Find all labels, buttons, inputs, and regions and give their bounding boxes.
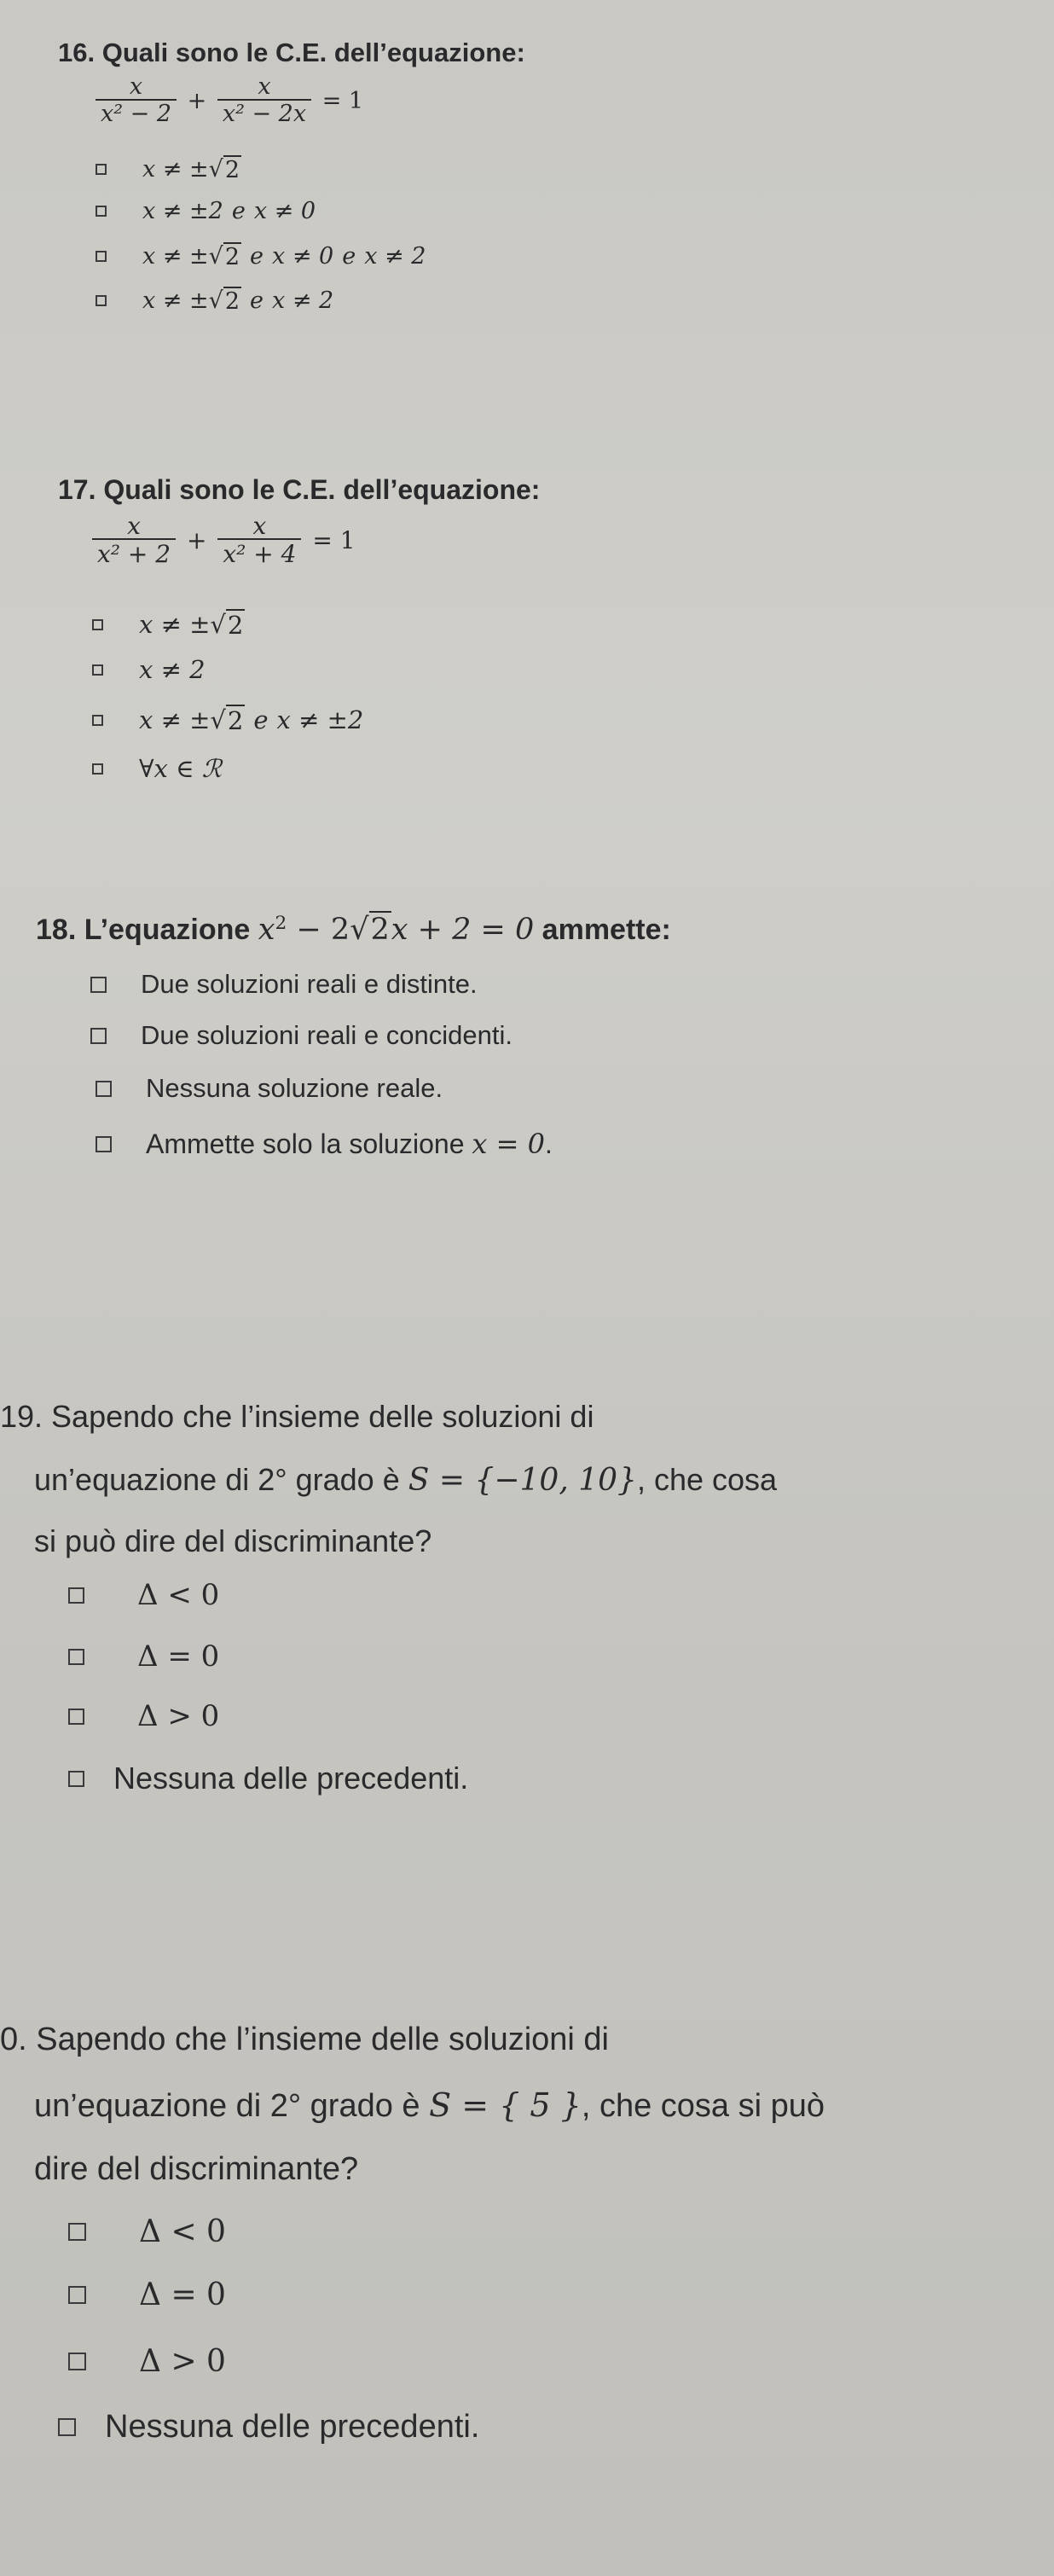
question-16-option-3[interactable]: x ≠ ± √ 2 e x ≠ 0 e x ≠ 2 [96, 242, 426, 270]
question-18-title: 18. L’equazione $x^2 - 2√2x + 2 = 0$ ammette: [36, 913, 671, 947]
checkbox[interactable] [96, 1136, 112, 1152]
question-19-option-1[interactable]: Δ < 0 [68, 1578, 219, 1612]
checkbox[interactable] [96, 295, 107, 306]
question-17-equation: $\frac{x}{\text{x² + 2}}$ + $\frac{x}{\text{x² + 4}}$ = 1 [92, 513, 359, 567]
question-19-line-3: si può dire del discriminante? [34, 1523, 432, 1558]
question-17-option-2[interactable]: x ≠ 2 [92, 655, 206, 684]
checkbox[interactable] [58, 2418, 76, 2436]
question-17-option-4[interactable]: ∀x ∈ ℛ [92, 754, 222, 783]
checkbox[interactable] [68, 1709, 84, 1725]
question-16-equation: $\frac{x}{\text{x² − 2}}$ + $\frac{x}{\text{x² − 2x}}$ = 1 [96, 75, 367, 127]
question-17-title: 17. Quali sono le C.E. dell’equazione: [58, 474, 541, 505]
checkbox[interactable] [96, 206, 107, 217]
question-19-option-4[interactable]: Nessuna delle precedenti. [68, 1761, 468, 1796]
question-18-option-1[interactable]: Due soluzioni reali e distinte. [90, 969, 478, 1000]
checkbox[interactable] [90, 977, 107, 993]
checkbox[interactable] [68, 2286, 86, 2304]
question-16-option-2[interactable]: x ≠ ±2 e x ≠ 0 [96, 198, 316, 224]
checkbox[interactable] [90, 1028, 107, 1044]
checkbox[interactable] [96, 251, 107, 262]
question-20-option-3[interactable]: Δ > 0 [68, 2344, 226, 2379]
question-18-option-2[interactable]: Due soluzioni reali e concidenti. [90, 1020, 513, 1051]
question-20-line-3: dire del discriminante? [34, 2151, 359, 2187]
checkbox[interactable] [68, 2223, 86, 2241]
checkbox[interactable] [92, 619, 103, 630]
question-17-option-3[interactable]: x ≠ ± √ 2 e x ≠ ±2 [92, 705, 363, 735]
checkbox[interactable] [92, 763, 103, 775]
question-19-option-3[interactable]: Δ > 0 [68, 1699, 219, 1733]
question-19-option-2[interactable]: Δ = 0 [68, 1639, 219, 1674]
question-20-option-2[interactable]: Δ = 0 [68, 2277, 226, 2312]
question-16-option-1[interactable]: x ≠ ± √ 2 [96, 155, 241, 183]
checkbox[interactable] [68, 1649, 84, 1665]
checkbox[interactable] [68, 2353, 86, 2370]
checkbox[interactable] [68, 1771, 84, 1787]
checkbox[interactable] [96, 164, 107, 175]
question-20-line-1: 0. Sapendo che l’insieme delle soluzioni di [0, 2022, 610, 2057]
question-16-title: 16. Quali sono le C.E. dell’equazione: [58, 38, 525, 67]
question-18-option-3[interactable]: Nessuna soluzione reale. [96, 1073, 443, 1104]
question-20-option-4[interactable]: Nessuna delle precedenti. [58, 2409, 479, 2445]
question-19-line-2: un’equazione di 2° grado è S = {−10, 10}, che cosa [34, 1462, 778, 1498]
question-20-line-2: un’equazione di 2° grado è S = { 5 }, che cosa si può [34, 2086, 825, 2124]
checkbox[interactable] [92, 664, 103, 676]
checkbox[interactable] [68, 1587, 84, 1604]
question-18-option-4[interactable]: Ammette solo la soluzione x = 0 . [96, 1128, 553, 1160]
question-16-option-4[interactable]: x ≠ ± √ 2 e x ≠ 2 [96, 287, 333, 315]
checkbox[interactable] [92, 715, 103, 726]
question-19-line-1: 19. Sapendo che l’insieme delle soluzioni di [0, 1399, 594, 1434]
checkbox[interactable] [96, 1081, 112, 1097]
question-20-option-1[interactable]: Δ < 0 [68, 2214, 226, 2249]
question-17-option-1[interactable]: x ≠ ± √ 2 [92, 609, 245, 640]
